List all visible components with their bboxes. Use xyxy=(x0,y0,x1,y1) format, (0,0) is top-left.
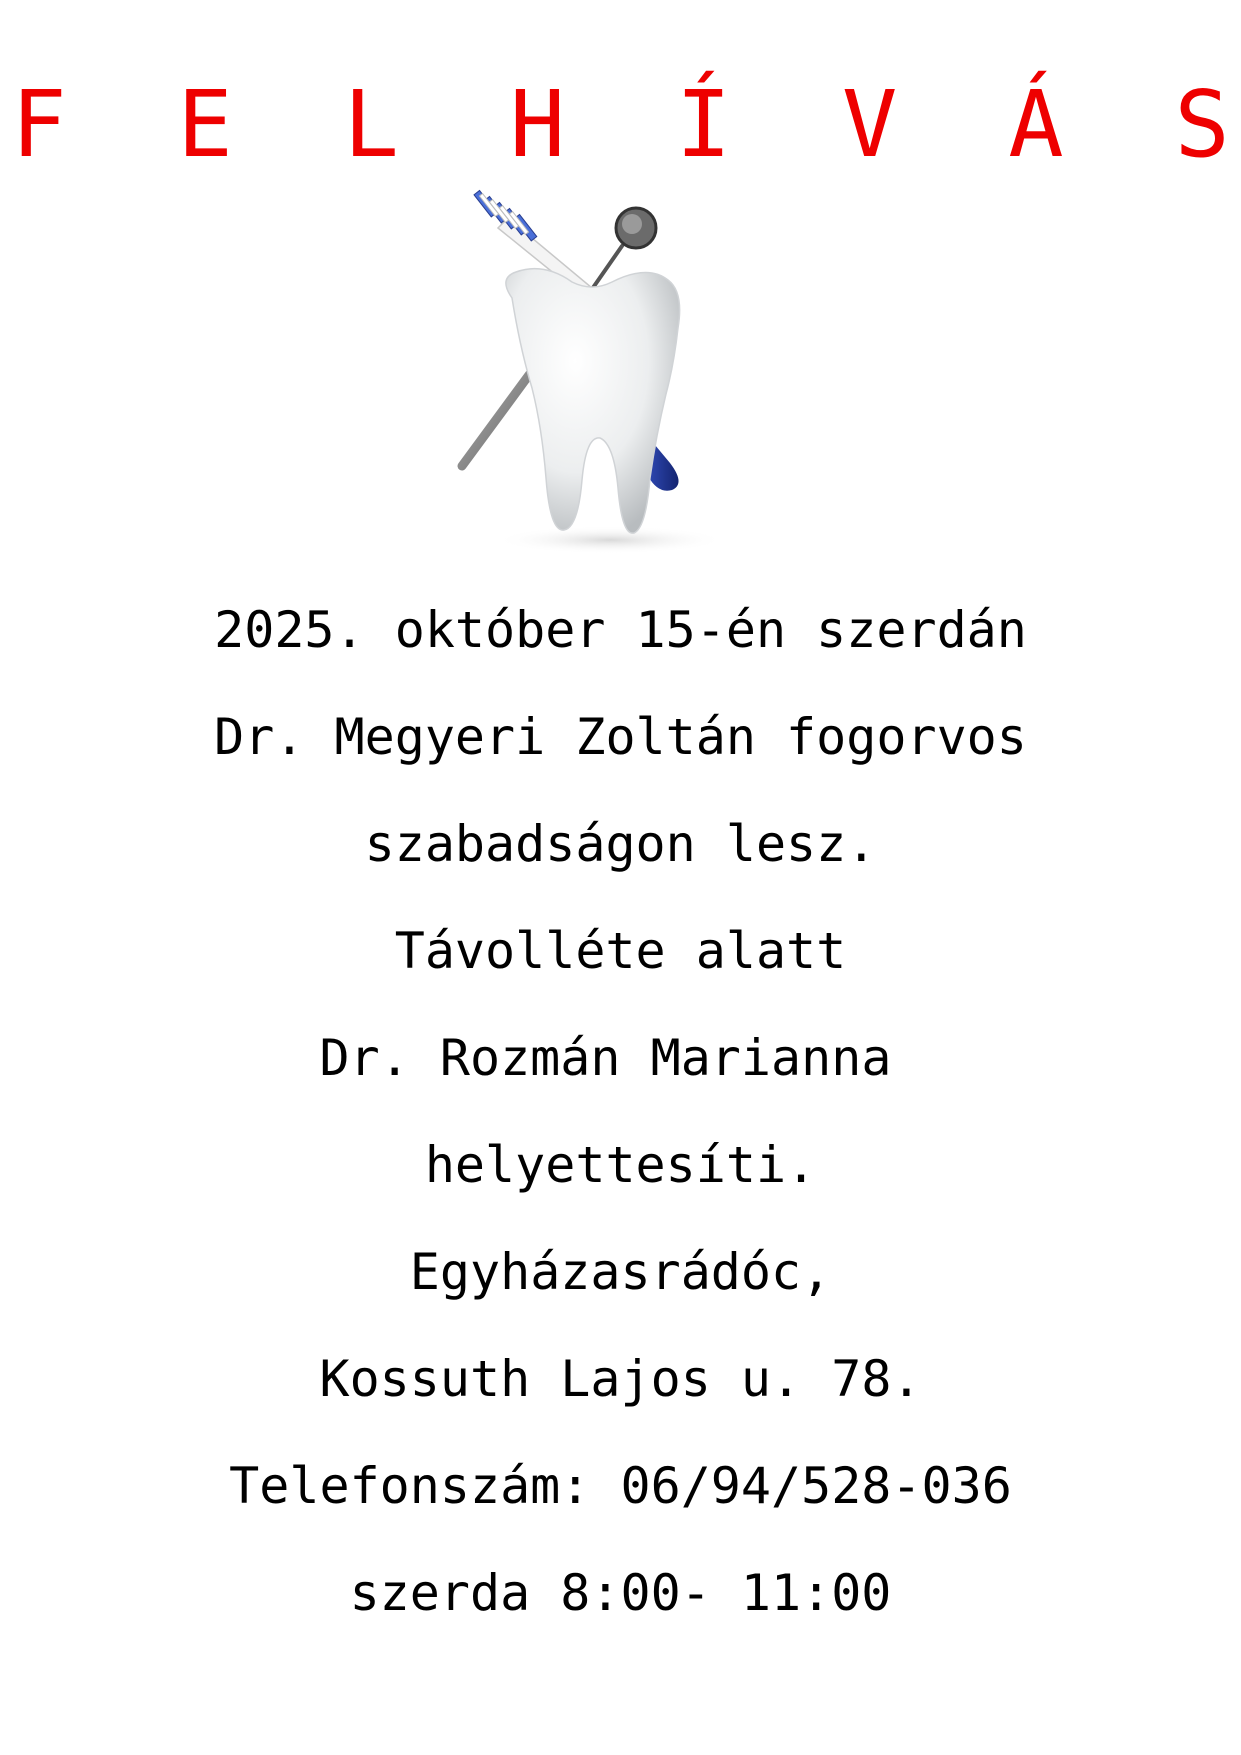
notice-line-replaces: helyettesíti. xyxy=(424,1136,817,1194)
tooth-with-toothbrush-and-dental-mirror-icon xyxy=(440,188,760,568)
notice-line-holiday: szabadságon lesz. xyxy=(364,815,877,873)
notice-line-absence: Távolléte alatt xyxy=(394,922,847,980)
notice-line-town: Egyházasrádóc, xyxy=(409,1243,832,1301)
notice-title: F E L H Í V Á S xyxy=(11,71,1230,178)
tooth-icon xyxy=(506,269,680,534)
notice-line-doctor: Dr. Megyeri Zoltán fogorvos xyxy=(214,708,1027,766)
notice-line-substitute: Dr. Rozmán Marianna xyxy=(319,1029,922,1087)
notice-line-hours: szerda 8:00- 11:00 xyxy=(349,1564,892,1622)
notice-line-date: 2025. október 15-én szerdán xyxy=(214,601,1027,659)
notice-line-street: Kossuth Lajos u. 78. xyxy=(319,1350,922,1408)
notice-line-phone: Telefonszám: 06/94/528-036 xyxy=(229,1457,1012,1515)
